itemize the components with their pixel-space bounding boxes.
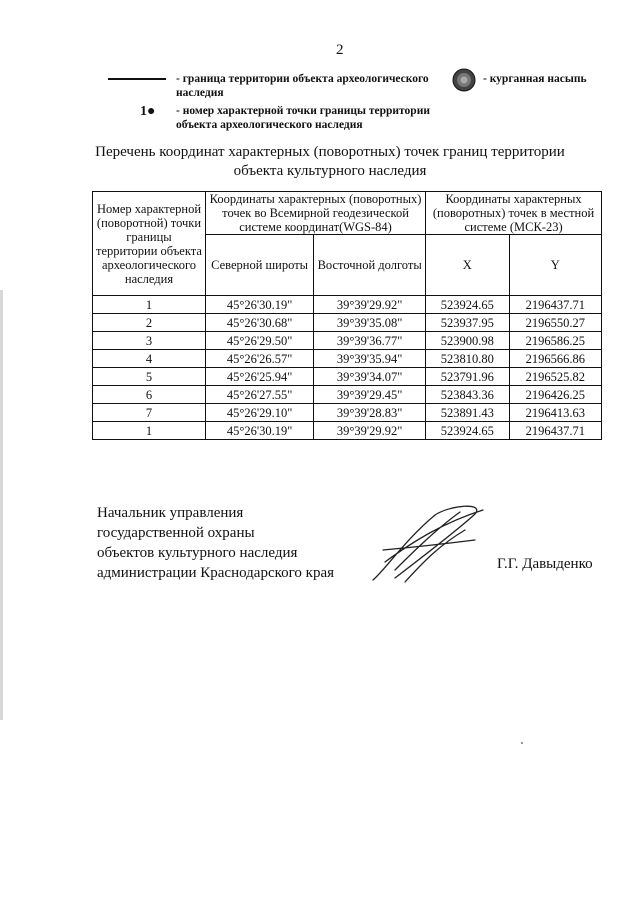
page-number: 2	[336, 42, 344, 58]
header-point-number: Номер характерной (поворотной) точки границы территории объекта археологического наследия	[93, 192, 206, 296]
handwritten-signature	[365, 500, 495, 590]
cell-x: 523937.95	[426, 314, 509, 332]
boundary-line-symbol	[108, 78, 166, 80]
table-row	[93, 350, 602, 368]
cell-east: 39°39'28.83"	[314, 404, 426, 422]
cell-y: 2196426.25	[509, 386, 601, 404]
cell-east: 39°39'35.08"	[314, 314, 426, 332]
header-wgs: Координаты характерных (поворотных) точек во Всемирной геодезической системе координат(WGS-84)	[206, 192, 426, 235]
cell-y: 2196437.71	[509, 422, 601, 440]
legend-mound-text: - курганная насыпь	[483, 73, 587, 85]
cell-y: 2196566.86	[509, 350, 601, 368]
cell-east: 39°39'29.45"	[314, 386, 426, 404]
cell-x: 523900.98	[426, 332, 509, 350]
table-row	[93, 386, 602, 404]
mound-icon	[452, 68, 476, 92]
cell-east: 39°39'34.07"	[314, 368, 426, 386]
cell-point: 1	[93, 296, 206, 314]
cell-point: 1	[93, 422, 206, 440]
cell-x: 523924.65	[426, 296, 509, 314]
header-north: Северной широты	[206, 235, 314, 296]
cell-point: 7	[93, 404, 206, 422]
signatory-position	[97, 503, 334, 583]
cell-east: 39°39'36.77"	[314, 332, 426, 350]
cell-point: 4	[93, 350, 206, 368]
table-row	[93, 332, 602, 350]
cell-north: 45°26'30.19"	[206, 422, 314, 440]
cell-north: 45°26'30.68"	[206, 314, 314, 332]
table-row	[93, 314, 602, 332]
cell-north: 45°26'25.94"	[206, 368, 314, 386]
cell-x: 523843.36	[426, 386, 509, 404]
table-row	[93, 404, 602, 422]
table-row	[93, 422, 602, 440]
cell-point: 6	[93, 386, 206, 404]
position-line-1: Начальник управления	[97, 505, 244, 521]
cell-y: 2196437.71	[509, 296, 601, 314]
cell-x: 523891.43	[426, 404, 509, 422]
cell-north: 45°26'27.55"	[206, 386, 314, 404]
cell-east: 39°39'29.92"	[314, 296, 426, 314]
legend-point-text: - номер характерной точки границы территории объекта археологического наследия	[176, 105, 430, 131]
cell-x: 523810.80	[426, 350, 509, 368]
cell-point: 3	[93, 332, 206, 350]
signatory-name: Г.Г. Давыденко	[497, 556, 593, 572]
cell-y: 2196413.63	[509, 404, 601, 422]
coordinates-table	[92, 191, 602, 440]
cell-y: 2196550.27	[509, 314, 601, 332]
point-marker-symbol: 1●	[140, 104, 156, 119]
header-x: X	[426, 235, 509, 296]
cell-point: 2	[93, 314, 206, 332]
cell-north: 45°26'29.50"	[206, 332, 314, 350]
cell-east: 39°39'35.94"	[314, 350, 426, 368]
header-y: Y	[509, 235, 601, 296]
scan-edge-shadow	[0, 290, 3, 720]
legend-boundary-text: - граница территории объекта археологического наследия	[176, 73, 429, 99]
cell-y: 2196586.25	[509, 332, 601, 350]
table-row	[93, 368, 602, 386]
cell-point: 5	[93, 368, 206, 386]
header-east: Восточной долготы	[314, 235, 426, 296]
cell-north: 45°26'30.19"	[206, 296, 314, 314]
position-line-3: объектов культурного наследия	[97, 545, 298, 561]
document-title: Перечень координат характерных (поворотных) точек границ территории объекта культурного наследия	[95, 144, 565, 179]
scan-dot	[521, 742, 523, 744]
header-msk: Координаты характерных (поворотных) точек в местной системе (МСК-23)	[426, 192, 602, 235]
cell-x: 523924.65	[426, 422, 509, 440]
position-line-4: администрации Краснодарского края	[97, 565, 335, 581]
position-line-2: государственной охраны	[97, 525, 255, 541]
table-row	[93, 296, 602, 314]
cell-x: 523791.96	[426, 368, 509, 386]
cell-north: 45°26'29.10"	[206, 404, 314, 422]
cell-y: 2196525.82	[509, 368, 601, 386]
cell-east: 39°39'29.92"	[314, 422, 426, 440]
cell-north: 45°26'26.57"	[206, 350, 314, 368]
